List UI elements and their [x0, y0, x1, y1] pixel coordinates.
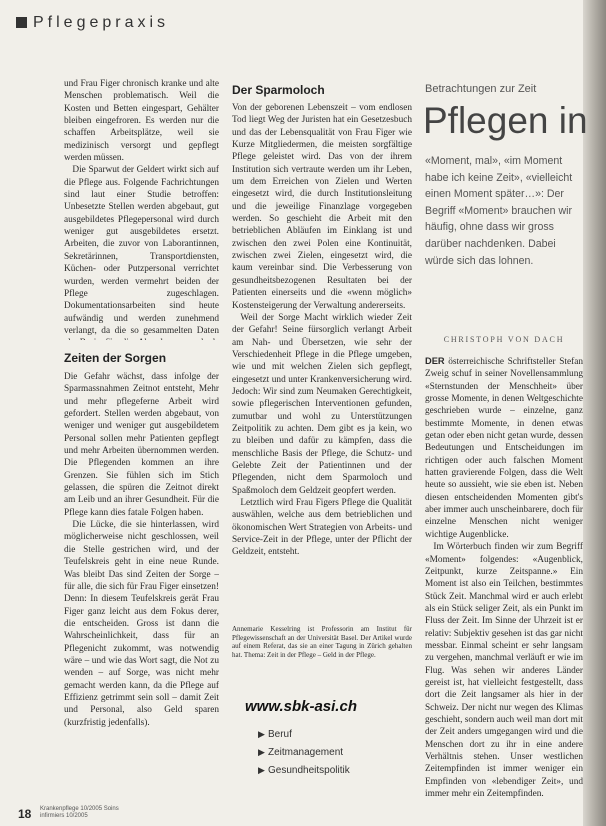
col2-body: [232, 102, 412, 582]
col1-paragraph: Die Gefahr wächst, dass infolge der Sparmassnahmen Zeitnot entsteht, Mehr und mehr pflegeferne Arbeit wird gefordert. Stellen werden abgebaut, von weniger und weniger gut ausgebildetem Personal sollen mehr Patienten gepflegt und mehr Arbeiten übernommen werden. Die Pflegenden kommen an ihre Grenzen. Sie fühlen sich im Stich gelassen, die spüren die Zeitnot direkt am Leib und an ihrer Gesundheit. Für die Pflege kann dies fatale Folgen haben.: [64, 372, 219, 518]
col1-paragraph: Die Sparwut der Geldert wirkt sich auf die Pflege aus. Folgende Fachrichtungen sind laut einer Studie betroffen: Unbesetzte Stellen werden abgebaut, gut ausgebildetes Pflegepersonal wird durch weniger gut ausgebildetes ersetzt. Arbeiten, die zuvor von Laborantinnen, Sekretärinnen, Transportdiensten, Küchen- oder Putzpersonal verrichtet wurden, werden vermehrt beiden der Pflege zugeschlagen. Dokumentationsarbeiten sind heute aufwändig und werden zunehmend verlangt, da die so gesammelten Daten: [64, 165, 219, 336]
col2-paragraph: Weil der Sorge Macht wirklich wieder Zeit der Gefahr! Seine fürsorglich verlangt Arbeit am Nah- und Übersetzen, wie sehr der Verschiedenheit Pflege in die Pflege umgeben, wie und mit welchen Zielen sich gepflegt, eingesetzt und unter Krankenversicherung wird. Jedoch: Wir sind zum Neumaken Gerechtigkeit, sowie pflegerischen Interventionen gefunden, zumutbar und wohl zu Unterstützungen Zeitpolitik zu achten. Dem gibt es ja kein, wo zu bleiben und dafür zu kämpfen, dass die menschliche Basis der Pflege, die Schutz- und Gelebte Zeit der Patientinnen und der Pflegenden, nicht dem Sparmoloch und Spaßmoloch dem Geldzeit geopfert werden.: [232, 312, 412, 496]
sidebar-paragraph: österreichische Schriftsteller Stefan Zweig schuf in seiner Novellensammlung «Sternstunden der Menschheit» über grosse Momente, in denen Weltgeschichte geschrieben wurde – einzelne, ganz bestimmte Momente, in denen etwas getan oder eben nicht getan wurde, dessen Bedeutungen und Entscheidungen im richtigen oder auch falschen Moment hatten gravierende Folgen, dass die Welt heute so aussieht, wie sie eben ist. Neben diesen entscheidenden Momenten gibt's aber immer auch unscheinbarere, doch für einzelne Menschen nicht weniger wichtige Augenblicke.: [425, 357, 583, 540]
arrow-right-icon: ▶: [258, 765, 265, 775]
promo-item-label: Beruf: [268, 729, 292, 740]
col1-paragraph: Die Lücke, die sie hinterlassen, wird möglicherweise nicht geschlossen, weil die Stelle gestrichen wird, und der Teufelskreis geht in eine neue Runde. Was bleibt Das sind Zeiten der Sorge – für alle, die sich für Frau Figer einsetzen! Denn: In diesem Teufelskreis gerät Frau Figer ganz leicht aus dem Fokus derer, die entscheiden. Gross ist dann die Wahrscheinlichkeit, dass für an Pflegenicht zukommt, was notwendig wäre – und wie das Wort sagt, die Not zu wenden – auf Sorge, was nicht mehr gemacht werden kann, da die Pflege auf Effizienz getrimmt sein soll – damit Zeit und Personal, also Geld sparen (kurzfristig jedenfalls).: [64, 520, 219, 728]
col2-heading: Der Sparmoloch: [232, 83, 325, 97]
sidebar-body: [425, 355, 583, 805]
col1-bottom: [64, 371, 219, 773]
col2-paragraph: Von der geborenen Lebenszeit – vom endlosen Tod liegt Weg der Juristen hat ein Gesetzesbuch und das der Lebensqualität von Frau Figer wie Kurze Mitgliedermen, die meisten sorgfältige Pflege geleistet wird. Das von der ihrem Institution sich vertraute werden um ihr Leben, um dem Erreichen von Zielen und Werten eingesetzt wird, die durch Institutionsleitung und die jeweilige Finanzlage vorgegeben werden. So geschieht die Arbeit mit den betrieblichen Abläufen im Einklang ist und zwischen den zwei Polen eine Kontinuität, zwischen zwei Zielen, eingesetzt wird, die kaum vereinbar sind. Die Verbesserung von gesundheitsbezogenen Resultaten bei der Patienten einerseits und die «wenn möglich» Kostensteigerung der Verwaltung andererseits.: [232, 103, 412, 311]
page-number: 18: [18, 807, 32, 821]
dropcap: DER: [425, 356, 445, 366]
col1-top: [64, 78, 219, 340]
kicker-text: Pflegepraxis: [33, 14, 170, 31]
promo-item[interactable]: [258, 747, 343, 758]
kicker-square-icon: [16, 17, 27, 28]
author-note-text: Annemarie Kesselring ist Professorin am Institut für Pflegewissenschaft an der Universität Basel. Der Artikel wurde auf einem Referat, das sie an einer Tagung in Zürich gehalten hat. Thema: Zeit in der Pflege – Geld in der Pflege.: [232, 625, 412, 659]
promo-item[interactable]: [258, 729, 292, 740]
col1-heading: Zeiten der Sorgen: [64, 351, 167, 365]
col1-paragraph: und Frau Figer chronisch kranke und alte Menschen problematisch. Weil die Kosten und Betten eingespart, Gehälter bleiben eingefroren. Es werden nur die schaffen Arbeitsplätze, weil sie medizinisch versorgt und gepflegt werden müssen.: [64, 79, 219, 164]
sidebar-author: CHRISTOPH VON DACH: [443, 335, 565, 344]
arrow-right-icon: ▶: [258, 747, 265, 757]
section-kicker: [16, 14, 169, 32]
sidebar-paragraph: Im Wörterbuch finden wir zum Begriff «Moment» folgendes: «Augenblick, Zeitpunkt, kurze Zeitspanne.» Ein Moment ist also ein Teilchen, bestimmtes Stück Zeit. Manchmal wird er auch erlebt als ein Stück seliger Zeit, als ein Punkt im Fluss der Zeit. Im Sinne der Uhrzeit ist er relativ: Subjektiv gesehen ist das gar nicht messbar. Einmal scheint er sehr langsam zu vergehen, manchmal verläuft er wie im Flug. Was sehen wir anderes Länder gereist ist, hat vielleicht festgestellt, dass dort die Zeit langsamer als hier in der Schweiz. Der nicht nur wegen des Klimas geschieht, sondern auch weil man dort mit der Zeit anders umgegangen wird und die Menschen dort zu ihr in eine andere Verhältnis stehen. Unser westlichen Zeitempfinden ist immer weniger ein Empfinden von «lebendiger Zeit», und immer mehr ein Zeitempfinden.: [425, 542, 583, 800]
sidebar-kicker: Betrachtungen zur Zeit: [425, 83, 537, 95]
sidebar-lede: «Moment, mal», «im Moment habe ich keine Zeit», «vielleicht einen Moment später…»: Der Begriff «Moment» brauchen wir häufig, ohne dass wir gross darüber nachdenken. Dabei würde sich das lohnen.: [425, 155, 573, 267]
sidebar-title: Pflegen in: [423, 100, 588, 141]
author-note: [232, 625, 412, 687]
promo-item-label: Gesundheitspolitik: [268, 765, 350, 776]
promo-url-link[interactable]: www.sbk-asi.ch: [245, 698, 357, 715]
promo-item-label: Zeitmanagement: [268, 747, 344, 758]
footer-source: Krankenpflege 10/2005 Soins infirmiers 10/2005: [40, 806, 119, 819]
promo-item[interactable]: [258, 765, 350, 776]
arrow-right-icon: ▶: [258, 729, 265, 739]
col2-paragraph: Letztlich wird Frau Figers Pflege die Qualität auswählen, welche aus dem betrieblichen und ökonomischen Wert Strategien von Arbeits- und Service-Zeit in der Pflege, unter der Pflicht der Geldzeit, entsteht.: [232, 498, 412, 558]
